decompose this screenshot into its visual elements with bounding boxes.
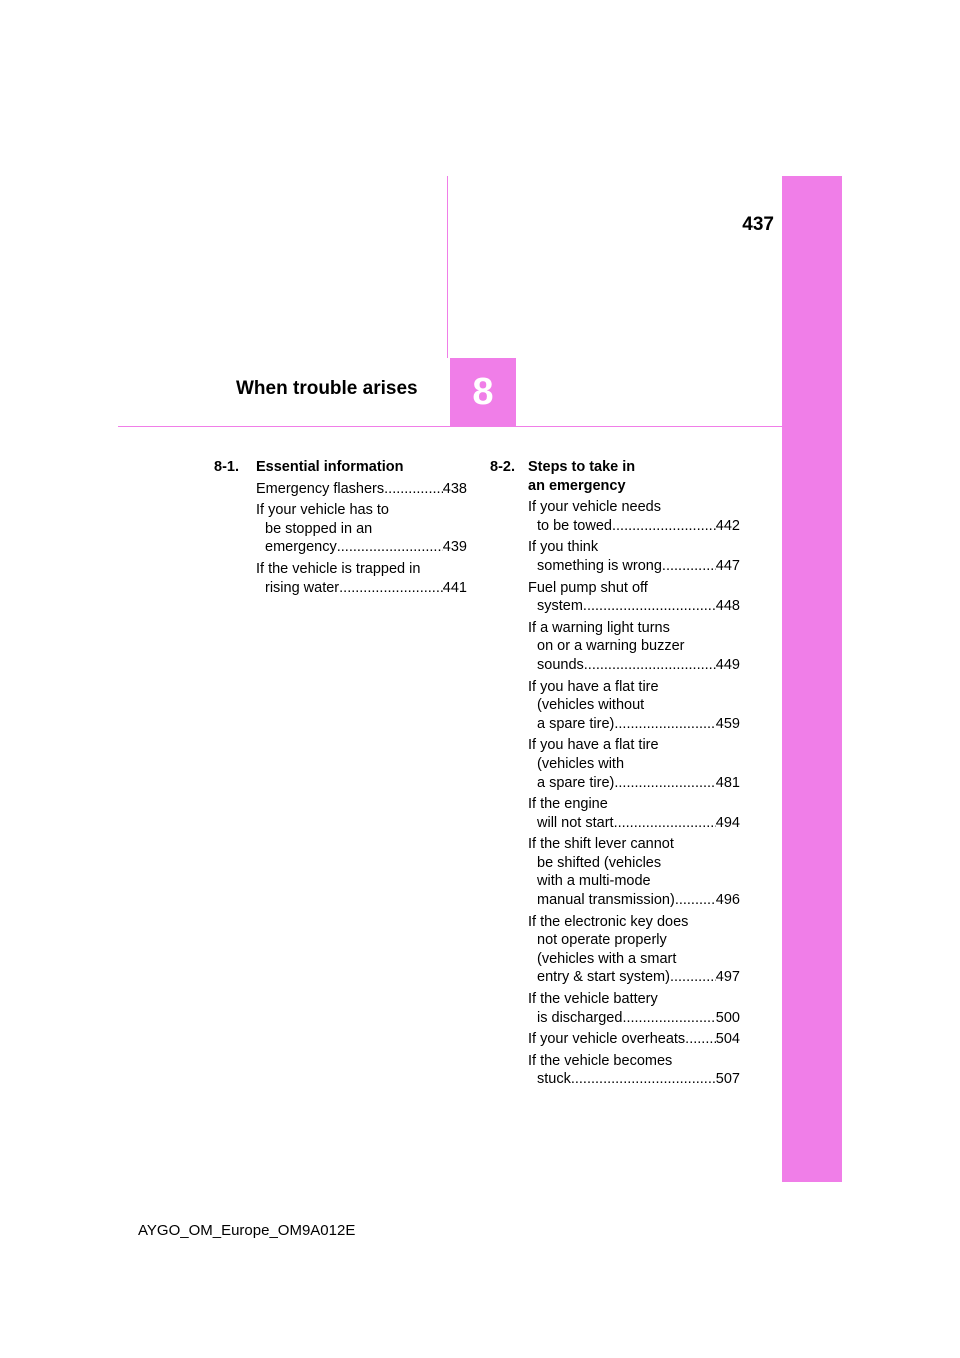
- chapter-number-badge: [450, 358, 516, 426]
- toc-entry-line: If the electronic key does: [528, 913, 689, 930]
- toc-entry-text: is discharged: [537, 1009, 623, 1026]
- dot-leader: [614, 814, 716, 833]
- toc-page-number[interactable]: 497: [715, 969, 740, 986]
- toc-entry[interactable]: [528, 835, 740, 909]
- toc-entry-line: If your vehicle has to: [256, 502, 389, 519]
- chapter-title: When trouble arises: [236, 378, 418, 399]
- dot-leader: [339, 579, 443, 598]
- toc-entry-text: sounds: [537, 656, 584, 673]
- toc-entry[interactable]: [528, 1030, 740, 1049]
- dot-leader: [622, 1009, 715, 1028]
- toc-entry-line: Fuel pump shut off: [528, 579, 648, 596]
- toc-entry-last-line: [528, 715, 740, 734]
- toc-page-number[interactable]: 459: [715, 715, 740, 732]
- toc-entry-line: be stopped in an: [265, 520, 373, 537]
- toc-entry[interactable]: [528, 678, 740, 734]
- toc-page-number[interactable]: 448: [715, 598, 740, 615]
- toc-entry-last-line: [528, 517, 740, 536]
- toc-entry-line: If the vehicle battery: [528, 991, 658, 1008]
- toc-entry[interactable]: [528, 736, 740, 792]
- dot-leader: [612, 517, 716, 536]
- page-number: 437: [742, 214, 774, 235]
- chapter-side-tab: [782, 176, 842, 1182]
- toc-entry-line: If you think: [528, 539, 599, 556]
- toc-entry-line: If a warning light turns: [528, 619, 670, 636]
- toc-entry-line: If the engine: [528, 796, 608, 813]
- section-title-line: Steps to take in: [528, 459, 636, 475]
- chapter-number: 8: [472, 370, 494, 413]
- toc-entry-text: If your vehicle overheats: [528, 1031, 686, 1048]
- toc-entry-line: If you have a flat tire: [528, 737, 659, 754]
- toc-entry-line: on or a warning buzzer: [537, 638, 685, 655]
- toc-section-8-2: [490, 458, 740, 1092]
- toc-page-number[interactable]: 494: [715, 814, 740, 831]
- dot-leader: [584, 656, 716, 675]
- toc-page-number[interactable]: 447: [715, 557, 740, 574]
- section-number: 8-2.: [490, 459, 515, 475]
- dot-leader: [662, 557, 716, 576]
- toc-entry-text: Emergency flashers: [256, 480, 385, 497]
- toc-entry-last-line: [528, 1030, 740, 1049]
- toc-entry-last-line: [528, 1009, 740, 1028]
- toc-entry-text: to be towed: [537, 517, 612, 534]
- toc-page-number[interactable]: 496: [715, 892, 740, 909]
- toc-entry-list: [214, 480, 467, 598]
- section-heading: [214, 458, 467, 477]
- toc-entry-line: If the vehicle is trapped in: [256, 560, 421, 577]
- toc-entry[interactable]: [256, 501, 467, 557]
- toc-entry-last-line: [256, 480, 467, 499]
- toc-entry-line: with a multi-mode: [537, 873, 651, 890]
- header-vertical-rule: [447, 176, 448, 358]
- section-title: [528, 458, 635, 495]
- toc-entry[interactable]: [528, 619, 740, 675]
- toc-page-number[interactable]: 438: [442, 480, 467, 497]
- toc-entry-last-line: [528, 1070, 740, 1089]
- toc-entry[interactable]: [528, 538, 740, 575]
- toc-entry-last-line: [256, 538, 467, 557]
- toc-page-number[interactable]: 500: [715, 1009, 740, 1026]
- toc-entry[interactable]: [528, 913, 740, 987]
- dot-leader: [571, 1070, 716, 1089]
- toc-entry-last-line: [528, 656, 740, 675]
- toc-entry[interactable]: [528, 1052, 740, 1089]
- section-heading: [490, 458, 740, 495]
- toc-page-number[interactable]: 449: [715, 656, 740, 673]
- toc-entry-text: will not start: [537, 814, 614, 831]
- dot-leader: [614, 774, 715, 793]
- toc-entry[interactable]: [528, 990, 740, 1027]
- toc-entry[interactable]: [528, 579, 740, 616]
- toc-entry[interactable]: [528, 498, 740, 535]
- toc-entry-line: not operate properly: [537, 932, 667, 949]
- toc-entry-last-line: [256, 579, 467, 598]
- toc-page-number[interactable]: 439: [442, 539, 467, 556]
- toc-entry-line: If the shift lever cannot: [528, 836, 674, 853]
- toc-entry-text: a spare tire): [537, 774, 615, 791]
- dot-leader: [337, 538, 443, 557]
- dot-leader: [384, 480, 443, 499]
- toc-entry-text: something is wrong: [537, 557, 662, 574]
- toc-entry-line: (vehicles with: [537, 755, 625, 772]
- toc-entry-line: be shifted (vehicles: [537, 854, 662, 871]
- toc-entry-line: If the vehicle becomes: [528, 1052, 673, 1069]
- header-horizontal-rule: [118, 426, 782, 427]
- toc-entry-last-line: [528, 814, 740, 833]
- toc-entry-list: [490, 498, 740, 1089]
- dot-leader: [675, 891, 716, 910]
- toc-entry-last-line: [528, 597, 740, 616]
- toc-entry-text: stuck: [537, 1071, 571, 1088]
- toc-entry[interactable]: [256, 560, 467, 597]
- toc-page-number[interactable]: 442: [715, 517, 740, 534]
- section-number: 8-1.: [214, 459, 239, 475]
- toc-page-number[interactable]: 507: [715, 1071, 740, 1088]
- toc-entry-last-line: [528, 968, 740, 987]
- toc-entry-last-line: [528, 891, 740, 910]
- toc-section-8-1: [214, 458, 467, 600]
- section-title-line: Essential information: [256, 459, 404, 475]
- toc-entry-line: If you have a flat tire: [528, 678, 659, 695]
- dot-leader: [583, 597, 716, 616]
- toc-entry-text: a spare tire): [537, 715, 615, 732]
- toc-entry-last-line: [528, 774, 740, 793]
- toc-entry-text: emergency: [265, 539, 337, 556]
- toc-entry-text: system: [537, 598, 583, 615]
- document-footer: AYGO_OM_Europe_OM9A012E: [138, 1222, 356, 1239]
- toc-entry-last-line: [528, 557, 740, 576]
- toc-page-number[interactable]: 441: [442, 579, 467, 596]
- toc-page-number[interactable]: 481: [715, 774, 740, 791]
- toc-entry-line: (vehicles without: [537, 697, 645, 714]
- toc-entry-line: If your vehicle needs: [528, 499, 661, 516]
- dot-leader: [670, 968, 716, 987]
- dot-leader: [614, 715, 715, 734]
- toc-entry-text: manual transmission): [537, 892, 675, 909]
- toc-entry-text: rising water: [265, 579, 340, 596]
- toc-entry-text: entry & start system): [537, 969, 670, 986]
- section-title: [256, 458, 403, 477]
- section-title-line: an emergency: [528, 477, 626, 494]
- toc-entry[interactable]: [528, 795, 740, 832]
- toc-page-number[interactable]: 504: [715, 1031, 740, 1048]
- toc-entry-line: (vehicles with a smart: [537, 950, 677, 967]
- dot-leader: [685, 1030, 716, 1049]
- toc-entry[interactable]: [256, 480, 467, 499]
